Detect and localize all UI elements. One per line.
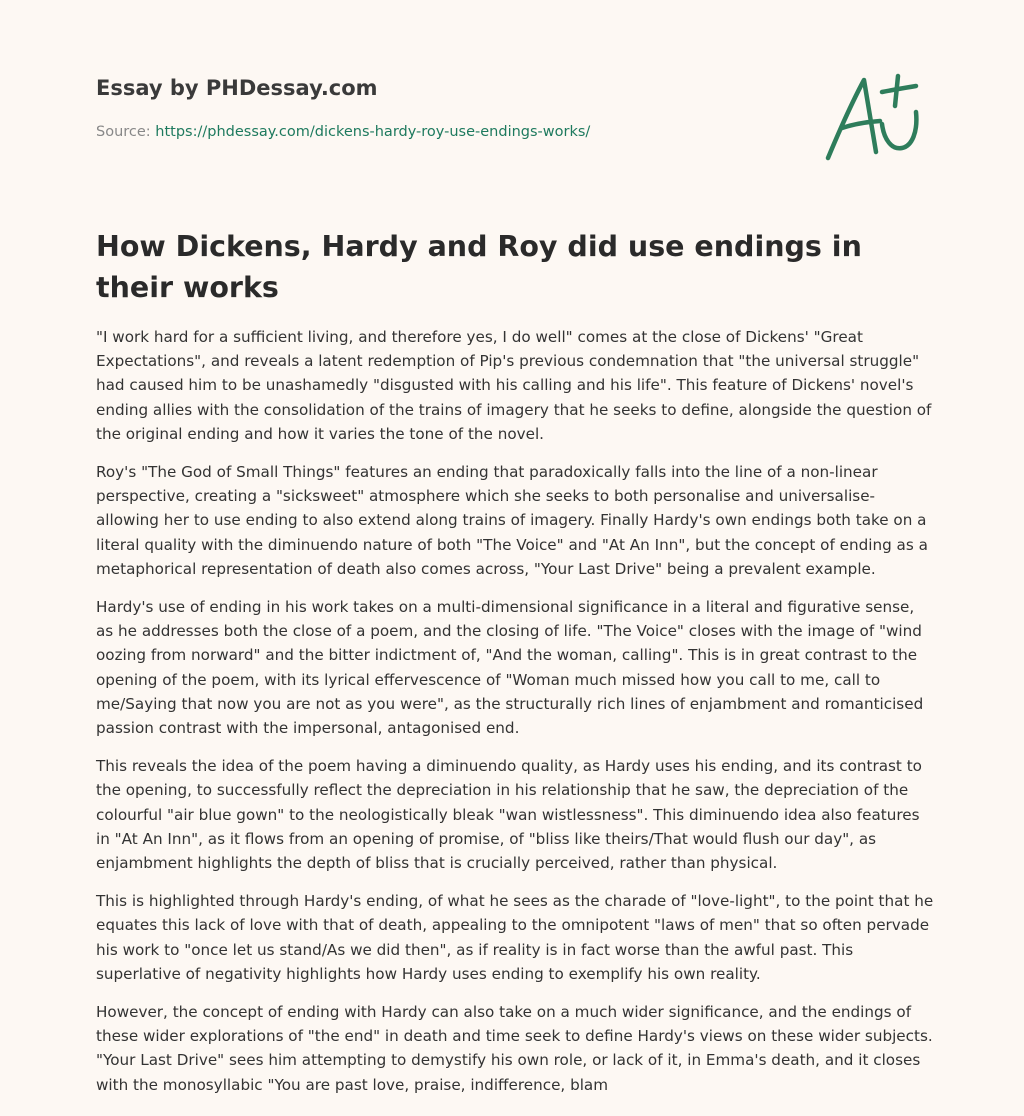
paragraph: Roy's "The God of Small Things" features an ending that paradoxically falls into the line of a non-linear perspective, creating a "sicksweet" atmosphere which she seeks to both personalise and universalise- allowing her to use ending to also extend along trains of imagery. Finally Hardy's own endings both take on a literal quality with the diminuendo nature of both "The Voice" and "At An Inn", but the concept of ending as a metaphorical representation of death also comes across, "Your Last Drive" being a prevalent example. [96,463,928,578]
paragraph: "I work hard for a sufficient living, and therefore yes, I do well" comes at the close of Dickens' "Great Expectations", and reveals a latent redemption of Pip's previous condemnation that "the universal struggle" had caused him to be unashamedly "disgusted with his calling and his life". This feature of Dickens' novel's ending allies with the consolidation of the trains of imagery that he seeks to define, alongside the question of the original ending and how it varies the tone of the novel. [96,328,932,443]
paragraph: This reveals the idea of the poem having a diminuendo quality, as Hardy uses his ending, and its contrast to the opening, to successfully reflect the depreciation in his relationship that he saw, the depreciation of the colourful "air blue gown" to the neologistically bleak "wan wistlessness". This diminuendo idea also features in "At An Inn", as it flows from an opening of promise, of "bliss like theirs/That would flush our day", as enjambment highlights the depth of bliss that is crucially perceived, rather than physical. [96,757,922,873]
source-label: Source: [96,124,156,140]
article-body [96,325,936,1111]
source-line [96,124,590,140]
a-plus-grade-icon [820,66,930,166]
paragraph: This is highlighted through Hardy's ending, of what he sees as the charade of "love-light", to the point that he equates this lack of love with that of death, appealing to the omnipotent "laws of men" that so often pervade his work to "once let us stand/As we did then", as if reality is in fact worse than the awful past. This superlative of negativity highlights how Hardy uses ending to exemplify his own reality. [96,892,934,983]
paragraph: However, the concept of ending with Hardy can also take on a much wider significance, and the endings of these wider explorations of "the end" in death and time seek to define Hardy's views on these wider subjects. "Your Last Drive" sees him attempting to demystify his own role, or lack of it, in Emma's death, and it closes with the monosyllabic "You are past love, praise, indifference, blam [96,1003,933,1094]
source-link[interactable]: https://phdessay.com/dickens-hardy-roy-use-endings-works/ [155,124,591,140]
site-brand: Essay by PHDessay.com [96,76,378,100]
paragraph: Hardy's use of ending in his work takes on a multi-dimensional significance in a literal and figurative sense, as he addresses both the close of a poem, and the closing of life. "The Voice" closes with the image of "wind oozing from norward" and the bitter indictment of, "And the woman, calling". This is in great contrast to the opening of the poem, with its lyrical effervescence of "Woman much missed how you call to me, call to me/Saying that now you are not as you were", as the structurally rich lines of enjambment and romanticised passion contrast with the impersonal, antagonised end. [96,598,924,738]
article-title: How Dickens, Hardy and Roy did use endings in their works [96,230,862,304]
